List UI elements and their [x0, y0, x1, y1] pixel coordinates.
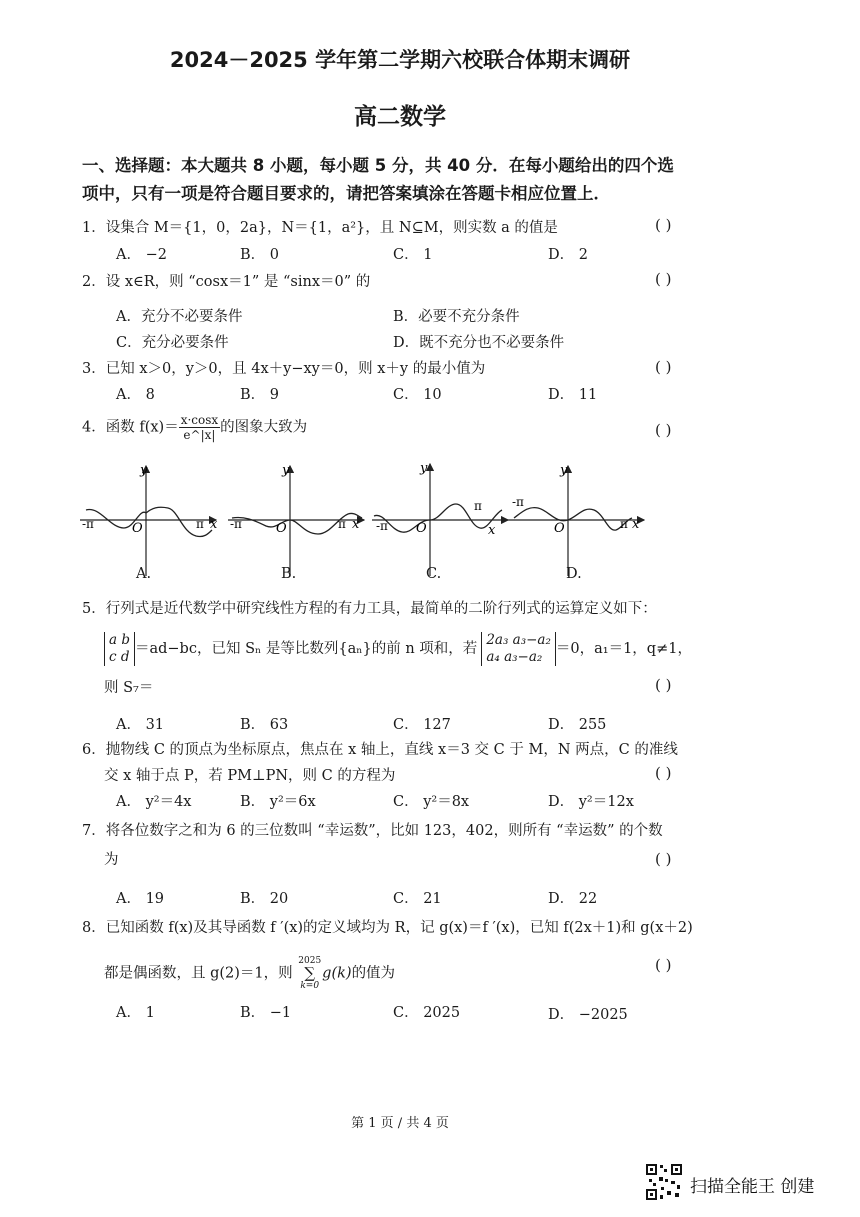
- q4-option-a: A.: [136, 566, 152, 582]
- q2-option-c: C．充分必要条件: [116, 335, 229, 351]
- graph-a-negpi: -π: [82, 517, 94, 531]
- q8-summation: 2025 ∑ k=0: [298, 956, 322, 991]
- graph-b-y: y: [282, 463, 290, 478]
- q1-option-a: A． −2: [116, 247, 167, 263]
- graph-a-origin: O: [132, 521, 143, 536]
- q8-option-d: D． −2025: [548, 1007, 628, 1023]
- question-3-answer-paren: ( ): [655, 358, 672, 376]
- graph-d-negpi: -π: [512, 495, 524, 509]
- graph-b-negpi: -π: [230, 517, 242, 531]
- q3-option-b: B． 9: [240, 387, 279, 403]
- q1-option-b: B． 0: [240, 247, 279, 263]
- question-6-answer-paren: ( ): [655, 764, 672, 782]
- graph-a-y: y: [140, 463, 148, 478]
- q3-option-a: A． 8: [116, 387, 155, 403]
- question-8-line1: 8．已知函数 f(x)及其导函数 f ′(x)的定义域均为 R，记 g(x)＝f ′(x)，已知 f(2x＋1)和 g(x＋2): [82, 920, 693, 936]
- page-number: 第 1 页 / 共 4 页: [351, 1116, 449, 1131]
- question-5-line2: a b c d ＝ad−bc，已知 Sₙ 是等比数列{aₙ}的前 n 项和，若 2a₃ a₃−a₂ a₄ a₃−a₂ ＝0，a₁＝1，q≠1，: [104, 632, 692, 666]
- q2-option-a: A．充分不必要条件: [116, 309, 243, 325]
- exam-subject: 高二数学: [354, 104, 446, 130]
- graph-c-origin: O: [416, 521, 427, 536]
- q7-option-b: B． 20: [240, 891, 289, 907]
- graph-d: [508, 463, 644, 576]
- q5-option-c: C． 127: [393, 717, 451, 733]
- graph-a-pi: π: [196, 517, 204, 531]
- qr-code-icon: [645, 1163, 683, 1201]
- question-3-text: 3．已知 x＞0，y＞0，且 4x＋y−xy＝0，则 x＋y 的最小值为: [82, 361, 486, 377]
- graph-b: [228, 463, 364, 576]
- question-7-line2: 为: [104, 852, 119, 868]
- q5-determinant-2: 2a₃ a₃−a₂ a₄ a₃−a₂: [481, 632, 556, 666]
- question-8-line2: 都是偶函数，且 g(2)＝1，则 2025 ∑ k=0 g(k)的值为: [104, 956, 396, 991]
- exam-title: 2024－2025 学年第二学期六校联合体期末调研: [169, 48, 631, 72]
- q4-option-d: D.: [566, 566, 582, 582]
- question-5-line1: 5．行列式是近代数学中研究线性方程的有力工具，最简单的二阶行列式的运算定义如下：: [82, 601, 657, 617]
- q3-option-c: C． 10: [393, 387, 442, 403]
- question-4-answer-paren: ( ): [655, 421, 672, 439]
- graph-a: [80, 463, 218, 576]
- q5-option-a: A． 31: [116, 717, 165, 733]
- q5-option-d: D． 255: [548, 717, 607, 733]
- q8-option-b: B． −1: [240, 1005, 292, 1021]
- question-7-answer-paren: ( ): [655, 850, 672, 868]
- question-7-line1: 7．将各位数字之和为 6 的三位数叫 “幸运数”，比如 123，402，则所有 “幸运数” 的个数: [82, 823, 663, 839]
- q7-option-a: A． 19: [116, 891, 165, 907]
- question-1-answer-paren: ( ): [655, 216, 672, 234]
- graph-d-origin: O: [554, 521, 565, 536]
- question-6-line1: 6．抛物线 C 的顶点为坐标原点，焦点在 x 轴上，直线 x＝3 交 C 于 M，N 两点，C 的准线: [82, 742, 678, 758]
- section-instructions-line1: 一、选择题：本大题共 8 小题，每小题 5 分，共 40 分．在每小题给出的四个选: [82, 156, 674, 175]
- q6-option-c: C． y²＝8x: [393, 794, 470, 810]
- graph-c-y: y: [420, 461, 428, 476]
- graph-c-x: x: [488, 523, 496, 538]
- graph-c-negpi: -π: [376, 519, 388, 533]
- q8-option-a: A． 1: [116, 1005, 155, 1021]
- graph-d-pi: π: [620, 517, 628, 531]
- q6-option-a: A． y²＝4x: [116, 794, 192, 810]
- q4-option-c: C.: [426, 566, 442, 582]
- q5-option-b: B． 63: [240, 717, 289, 733]
- q7-option-c: C． 21: [393, 891, 442, 907]
- section-instructions-line2: 项中，只有一项是符合题目要求的，请把答案填涂在答题卡相应位置上．: [82, 184, 610, 203]
- question-5-answer-paren: ( ): [655, 676, 672, 694]
- graph-b-pi: π: [338, 517, 346, 531]
- q4-fraction: $\frac{x\cdot\cos x}{e\^{}|x|}$: [180, 413, 219, 442]
- q2-option-d: D．既不充分也不必要条件: [393, 335, 565, 351]
- q4-option-b: B.: [281, 566, 297, 582]
- graph-b-origin: O: [276, 521, 287, 536]
- q4-graphs: [78, 458, 648, 588]
- question-8-answer-paren: ( ): [655, 956, 672, 974]
- question-5-line3: 则 S₇＝: [104, 680, 154, 696]
- q1-option-c: C． 1: [393, 247, 433, 263]
- graph-a-x: x: [210, 517, 218, 532]
- q2-option-b: B．必要不充分条件: [393, 309, 520, 325]
- graph-c: [372, 461, 508, 576]
- question-2-answer-paren: ( ): [655, 270, 672, 288]
- q5-determinant-1: a b c d: [104, 632, 135, 666]
- q8-option-c: C． 2025: [393, 1005, 461, 1021]
- graph-b-x: x: [352, 517, 360, 532]
- graph-d-y: y: [560, 463, 568, 478]
- q1-option-d: D． 2: [548, 247, 588, 263]
- question-1-text: 1．设集合 M＝{1，0，2a}，N＝{1，a²}，且 N⊆M，则实数 a 的值是: [82, 220, 558, 236]
- question-4-text: 4．函数 f(x)＝ $\frac{x\cdot\cos x}{e\^{}|x|}$ 的图象大致为: [82, 413, 308, 442]
- scanner-watermark: 扫描全能王 创建: [690, 1177, 815, 1197]
- q7-option-d: D． 22: [548, 891, 598, 907]
- q6-option-b: B． y²＝6x: [240, 794, 316, 810]
- q6-option-d: D． y²＝12x: [548, 794, 634, 810]
- q3-option-d: D． 11: [548, 387, 598, 403]
- graph-c-pi: π: [474, 499, 482, 513]
- question-2-text: 2．设 x∈R，则 “cosx＝1” 是 “sinx＝0” 的: [82, 274, 371, 290]
- graph-d-x: x: [632, 517, 640, 532]
- question-6-line2: 交 x 轴于点 P，若 PM⊥PN，则 C 的方程为: [104, 768, 396, 784]
